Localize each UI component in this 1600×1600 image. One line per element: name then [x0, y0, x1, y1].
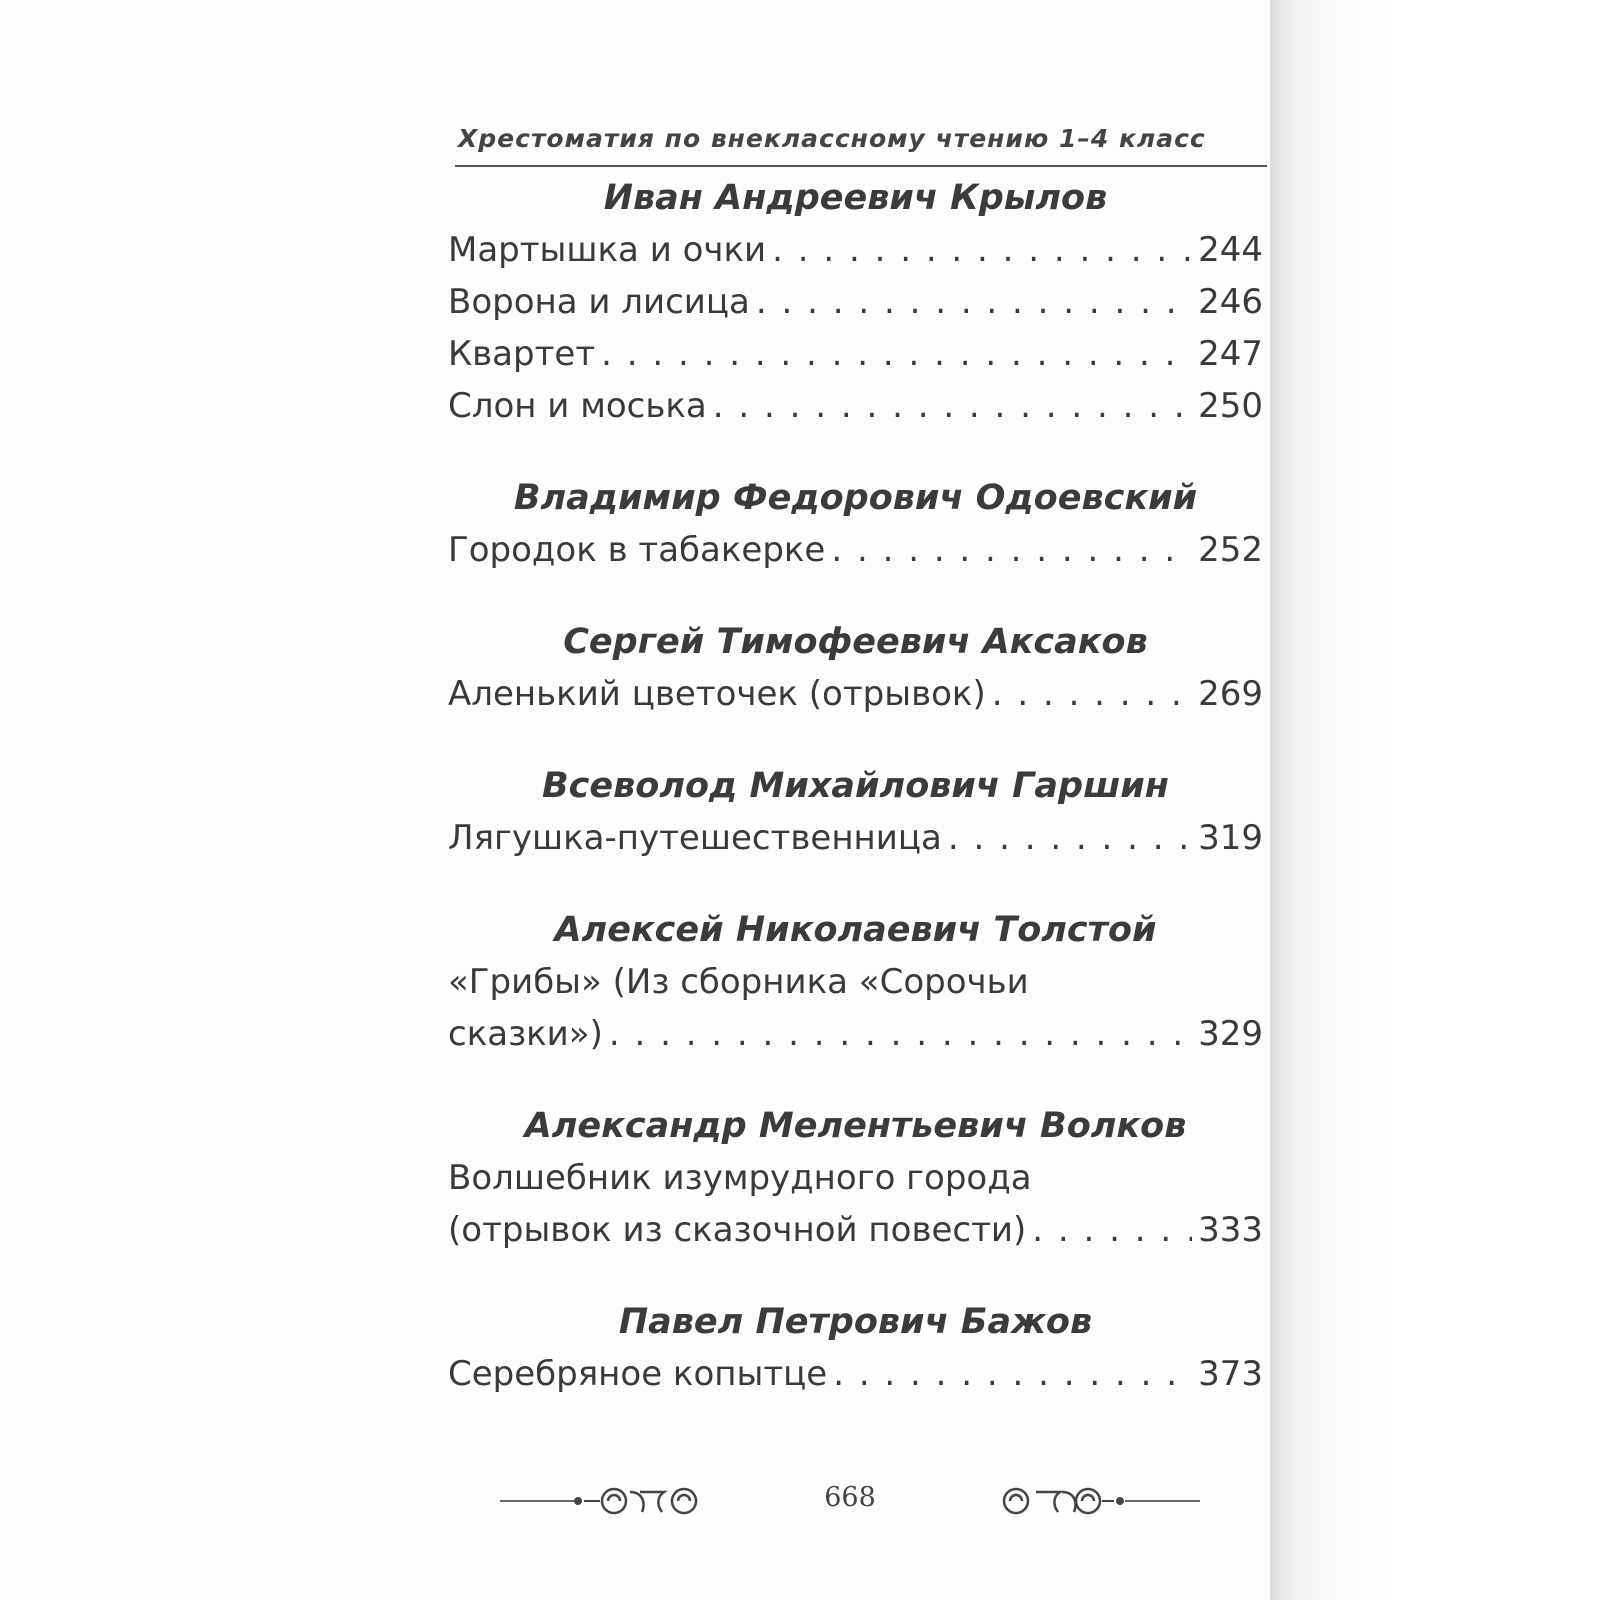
- entry-page-number: 319: [1198, 818, 1263, 858]
- toc-section: [448, 760, 1263, 864]
- toc-entry: [448, 328, 1263, 380]
- toc-entry: [448, 524, 1263, 576]
- toc-entry: [448, 380, 1263, 432]
- table-of-contents: [448, 172, 1263, 1440]
- leader-dots: [1032, 1204, 1192, 1256]
- footer-rule-left: [500, 1500, 575, 1502]
- leader-dots: [601, 328, 1192, 380]
- toc-entry: [448, 276, 1263, 328]
- entry-title: Лягушка-путешественница: [448, 818, 942, 858]
- author-name: Павел Петрович Бажов: [618, 1302, 1093, 1342]
- entry-title-line1: «Грибы» (Из сборника «Сорочьи: [448, 962, 1029, 1002]
- entry-page-number: 246: [1198, 282, 1263, 322]
- author-name: Сергей Тимофеевич Аксаков: [563, 622, 1148, 662]
- toc-section: [448, 172, 1263, 432]
- toc-entry: [448, 1204, 1263, 1256]
- leader-dots: [833, 1348, 1192, 1400]
- toc-entry: [448, 224, 1263, 276]
- toc-section: [448, 616, 1263, 720]
- entry-title-line1: Волшебник изумрудного города: [448, 1158, 1032, 1198]
- author-name: Иван Андреевич Крылов: [603, 178, 1108, 218]
- author-name: Всеволод Михайлович Гаршин: [542, 766, 1169, 806]
- entry-page-number: 250: [1198, 386, 1263, 426]
- entry-title: Мартышка и очки: [448, 230, 767, 270]
- author-name: Алексей Николаевич Толстой: [554, 910, 1157, 950]
- toc-entry: [448, 1008, 1263, 1060]
- entry-title: Аленький цветочек (отрывок): [448, 674, 986, 714]
- author-name: Александр Мелентьевич Волков: [524, 1106, 1187, 1146]
- leader-dots: [713, 380, 1192, 432]
- leader-dots: [609, 1008, 1192, 1060]
- footer-rule-right: [1125, 1500, 1200, 1502]
- entry-title: Слон и моська: [448, 386, 707, 426]
- toc-entry: [448, 812, 1263, 864]
- entry-page-number: 333: [1198, 1210, 1263, 1250]
- toc-section: [448, 1296, 1263, 1400]
- page-edge-shadow: [1270, 0, 1600, 1600]
- toc-entry: [448, 1348, 1263, 1400]
- author-name: Владимир Федорович Одоевский: [513, 478, 1198, 518]
- leader-dots: [992, 668, 1192, 720]
- toc-entry: [448, 668, 1263, 720]
- toc-entry-line1: [448, 956, 1263, 1008]
- leader-dots: [772, 224, 1192, 276]
- toc-section: [448, 1100, 1263, 1256]
- page-footer: [500, 1476, 1200, 1526]
- entry-page-number: 247: [1198, 334, 1263, 374]
- entry-title: Квартет: [448, 334, 596, 374]
- entry-page-number: 373: [1198, 1354, 1263, 1394]
- toc-section: [448, 904, 1263, 1060]
- flourish-left-icon: [572, 1482, 712, 1522]
- entry-page-number: 329: [1198, 1014, 1263, 1054]
- entry-title: Городок в табакерке: [448, 530, 826, 570]
- running-head: Хрестоматия по внеклассному чтению 1–4 класс: [458, 124, 1206, 153]
- entry-title: Ворона и лисица: [448, 282, 750, 322]
- entry-title: (отрывок из сказочной повести): [448, 1210, 1027, 1250]
- toc-section: [448, 472, 1263, 576]
- leader-dots: [948, 812, 1192, 864]
- running-head-rule: [455, 165, 1267, 167]
- entry-page-number: 269: [1198, 674, 1263, 714]
- entry-page-number: 244: [1198, 230, 1263, 270]
- leader-dots: [756, 276, 1192, 328]
- page-number: 668: [824, 1482, 876, 1513]
- entry-page-number: 252: [1198, 530, 1263, 570]
- entry-title: Серебряное копытце: [448, 1354, 828, 1394]
- entry-title: сказки»): [448, 1014, 603, 1054]
- leader-dots: [831, 524, 1192, 576]
- toc-entry-line1: [448, 1152, 1263, 1204]
- flourish-right-icon: [988, 1482, 1128, 1522]
